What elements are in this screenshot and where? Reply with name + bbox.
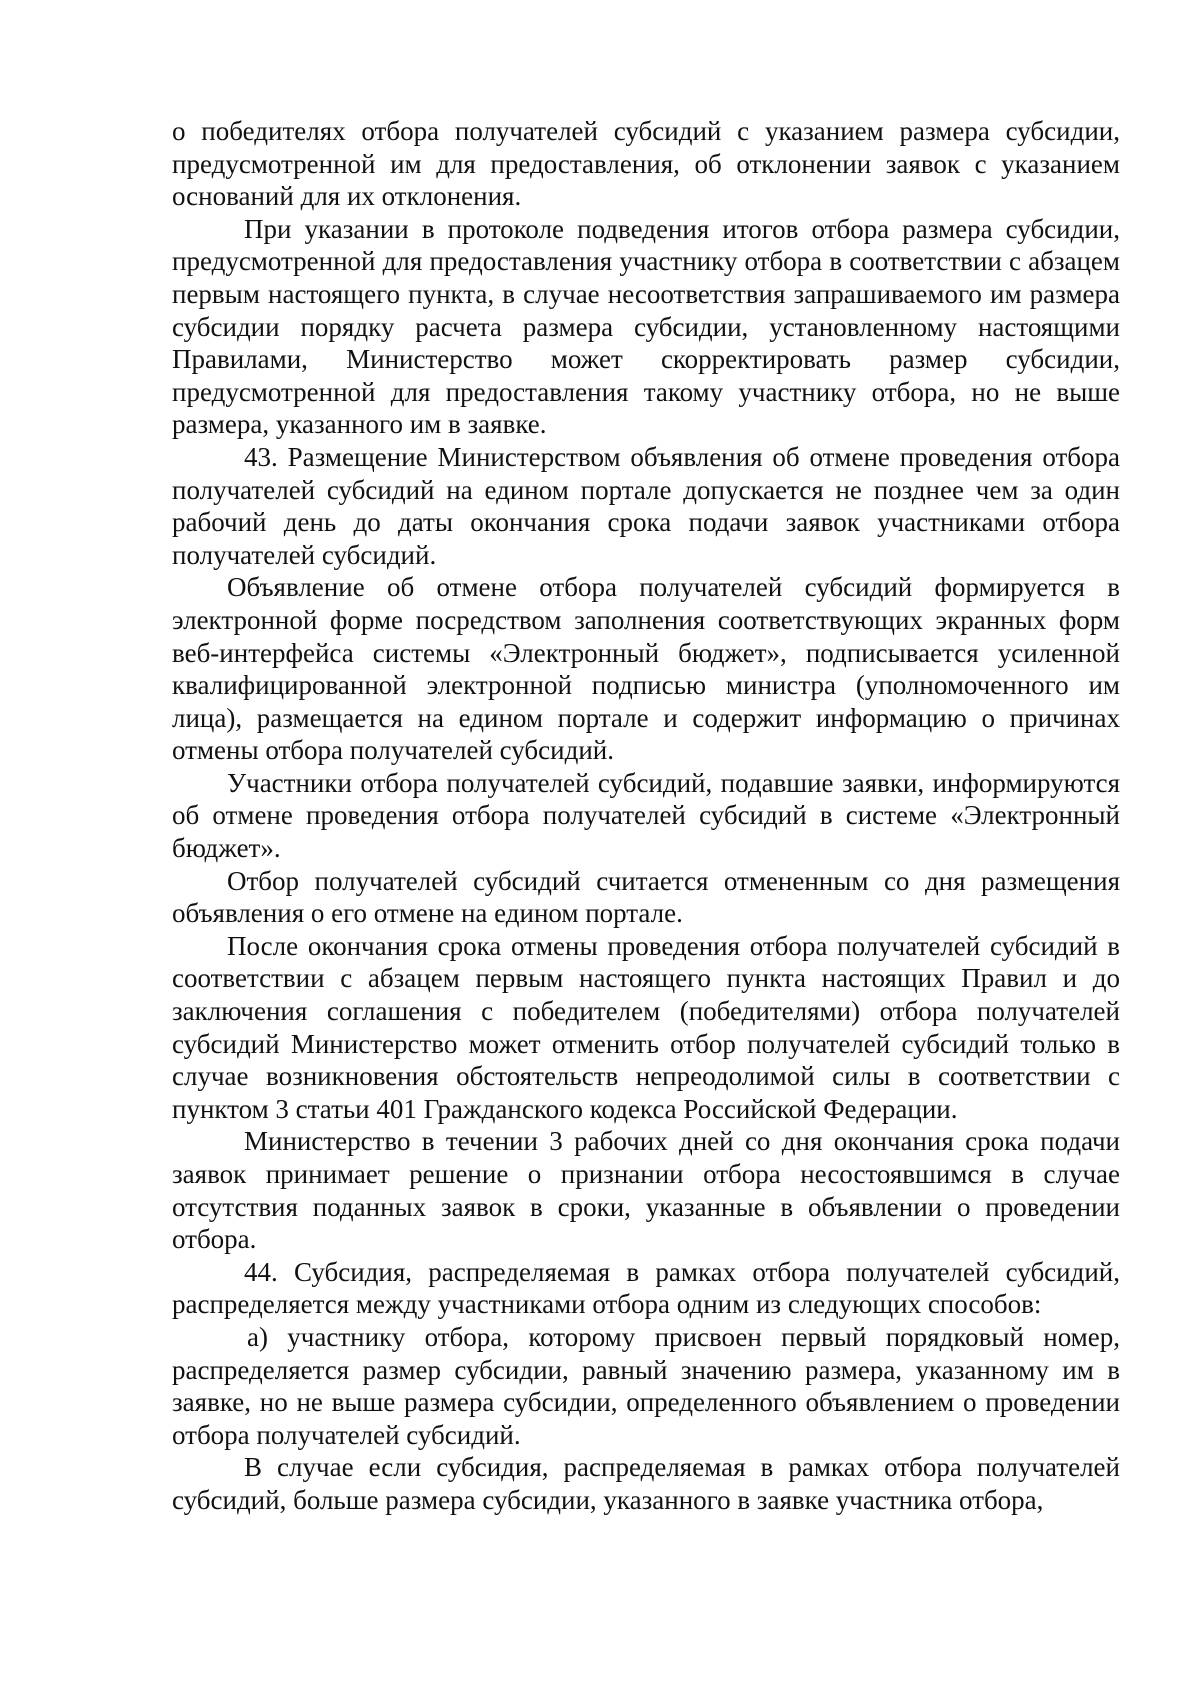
document-page [172, 115, 1120, 1517]
paragraph-force-majeure: После окончания срока отмены проведения отбора получателей субсидий в соответствии с абзацем первым настоящего пункта настоящих Правил и до заключения соглашения с победителем (победителями) отбора получателей субсидий Министерство может отменить отбор получателей субсидий только в случае возникновения обстоятельств непреодолимой силы в соответствии с пунктом 3 статьи 401 Гражданского кодекса Российской Федерации. [172, 930, 1120, 1124]
paragraph-item-44: 44. Субсидия, распределяемая в рамках отбора получателей субсидий, распределяется между участниками отбора одним из следующих способов: [172, 1256, 1120, 1320]
paragraph-failed-selection: Министерство в течении 3 рабочих дней со дня окончания срока подачи заявок принимает решение о признании отбора несостоявшимся в случае отсутствия поданных заявок в сроки, указанные в объявлении о проведении отбора. [172, 1126, 1120, 1255]
paragraph-protocol-correction: При указании в протоколе подведения итогов отбора размера субсидии, предусмотренной для предоставления участнику отбора в соответствии с абзацем первым настоящего пункта, в случае несоответствия запрашиваемого им размера субсидии порядку расчета размера субсидии, установленному настоящими Правилами, Министерство может скорректировать размер субсидии, предусмотренной для предоставления такому участнику отбора, но не выше размера, указанного им в заявке. [172, 213, 1120, 440]
paragraph-subsidy-excess: В случае если субсидия, распределяемая в рамках отбора получателей субсидий, больше размера субсидии, указанного в заявке участника отбора, [172, 1452, 1120, 1515]
paragraph-protocol-winners: о победителях отбора получателей субсидий с указанием размера субсидии, предусмотренной им для предоставления, об отклонении заявок с указанием оснований для их отклонения. [172, 116, 1120, 212]
paragraph-item-43: 43. Размещение Министерством объявления об отмене проведения отбора получателей субсидий на едином портале допускается не позднее чем за один рабочий день до даты окончания срока подачи заявок участниками отбора получателей субсидий. [172, 441, 1120, 570]
paragraph-cancellation-notice: Объявление об отмене отбора получателей субсидий формируется в электронной форме посредством заполнения соответствующих экранных форм веб-интерфейса системы «Электронный бюджет», подписывается усиленной квалифицированной электронной подписью министра (уполномоченного им лица), размещается на едином портале и содержит информацию о причинах отмены отбора получателей субсидий. [172, 572, 1120, 766]
paragraph-item-44-a: а) участнику отбора, которому присвоен первый порядковый номер, распределяется размер субсидии, равный значению размера, указанному им в заявке, но не выше размера субсидии, определенного объявлением о проведении отбора получателей субсидий. [172, 1321, 1120, 1450]
paragraph-cancellation-date: Отбор получателей субсидий считается отмененным со дня размещения объявления о его отмене на едином портале. [172, 865, 1120, 929]
paragraph-participants-informed: Участники отбора получателей субсидий, подавшие заявки, информируются об отмене проведения отбора получателей субсидий в системе «Электронный бюджет». [172, 767, 1120, 864]
